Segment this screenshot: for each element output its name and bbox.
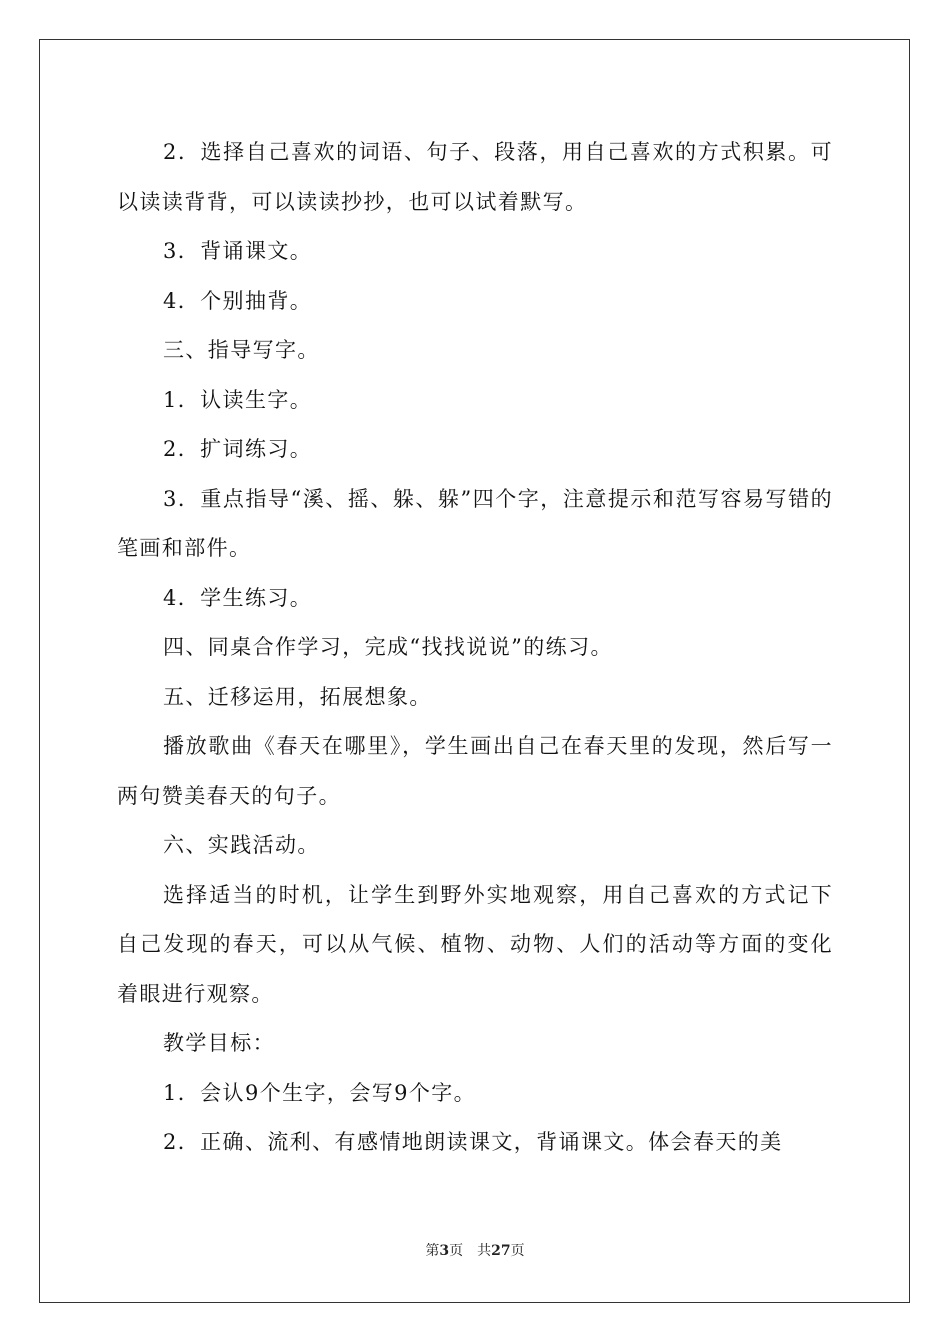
section-heading: 六、实践活动。 (163, 833, 320, 857)
document-body (117, 128, 833, 1168)
paragraph: 4．学生练习。 (163, 585, 313, 610)
paragraph: 2．选择自己喜欢的词语、句子、段落，用自己喜欢的方式积累。可以读读背背，可以读读抄抄，也可以试着默写。 (117, 140, 833, 214)
paragraph: 1．会认9个生字，会写9个字。 (163, 1080, 477, 1105)
section-heading: 三、指导写字。 (163, 338, 320, 362)
section-heading: 五、迁移运用，拓展想象。 (163, 684, 432, 709)
page-footer (0, 1240, 950, 1260)
paragraph: 1．认读生字。 (163, 387, 313, 412)
section-heading: 教学目标： (163, 1031, 275, 1055)
paragraph: 2．扩词练习。 (163, 437, 313, 461)
paragraph: 2．正确、流利、有感情地朗读课文，背诵课文。体会春天的美 (163, 1130, 783, 1154)
page-suffix: 页 (449, 1243, 464, 1259)
paragraph: 选择适当的时机，让学生到野外实地观察，用自己喜欢的方式记下自己发现的春天，可以从气候、植物、动物、人们的活动等方面的变化着眼进行观察。 (117, 882, 833, 1006)
page-number: 3 (439, 1243, 450, 1259)
total-suffix: 页 (510, 1243, 525, 1259)
section-heading: 四、同桌合作学习，完成“找找说说”的练习。 (163, 635, 613, 659)
paragraph: 3．重点指导“溪、摇、躲、躲”四个字，注意提示和范写容易写错的笔画和部件。 (117, 486, 833, 560)
total-prefix: 共 (477, 1243, 492, 1259)
page-prefix: 第 (425, 1243, 440, 1259)
paragraph: 4．个别抽背。 (163, 288, 313, 313)
paragraph: 3．背诵课文。 (163, 239, 313, 263)
paragraph: 播放歌曲《春天在哪里》，学生画出自己在春天里的发现，然后写一两句赞美春天的句子。 (117, 734, 833, 808)
total-pages: 27 (491, 1243, 511, 1259)
